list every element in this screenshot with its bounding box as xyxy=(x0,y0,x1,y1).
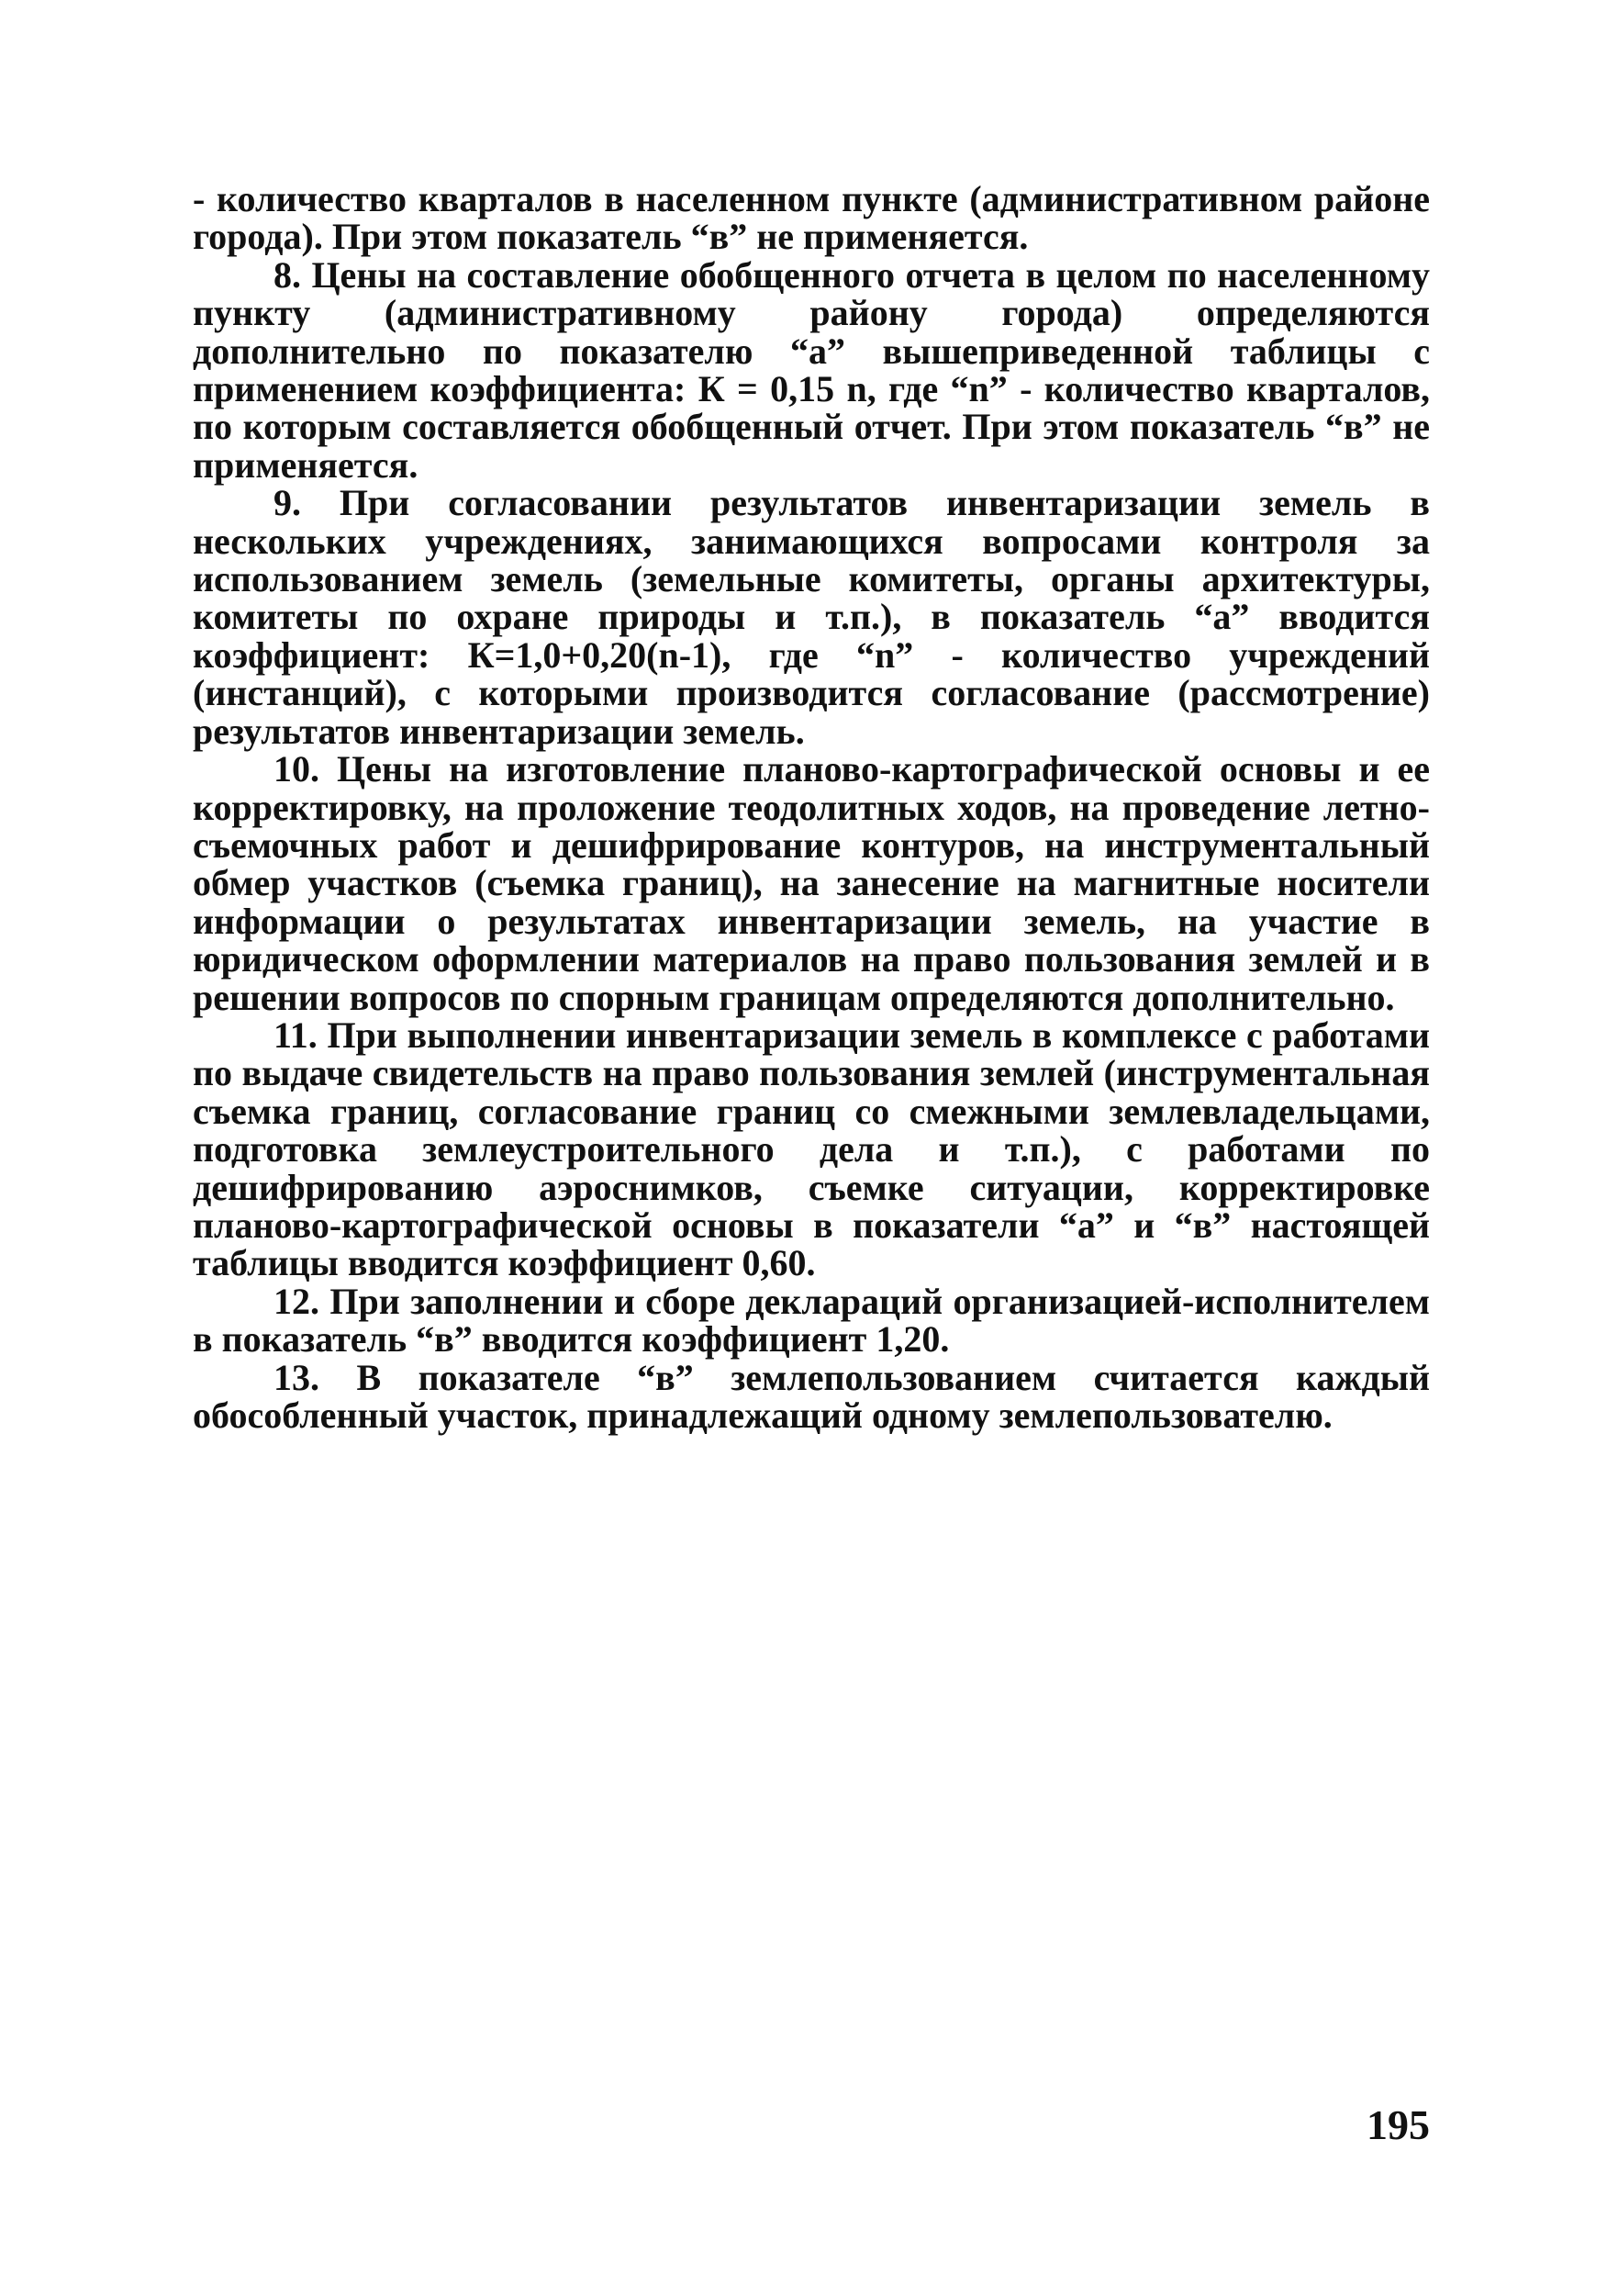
paragraph-item-8: 8. Цены на составление обобщенного отчета в целом по населенному пункту (административному району города) определяются дополнительно по показателю “а” вышеприведенной таблицы с применением коэффициента: К = 0,15 n, где “n” - количество кварталов, по которым составляется обобщенный отчет. При этом показатель “в” не применяется. xyxy=(193,253,1430,486)
paragraph-item-10: 10. Цены на изготовление планово-картографической основы и ее корректировку, на проложение теодолитных ходов, на проведение летно-съемочных работ и дешифрирование контуров, на инструментальный обмер участков (съемка границ), на занесение на магнитные носители информации о результатах инвентаризации земель, на участие в юридическом оформлении материалов на право пользования землей и в решении вопросов по спорным границам определяются дополнительно. xyxy=(193,748,1430,1018)
paragraph-item-11: 11. При выполнении инвентаризации земель в комплексе с работами по выдаче свидетельств на право пользования землей (инструментальная съемка границ, согласование границ со смежными землевладельцами, подготовка землеустроительного дела и т.п.), с работами по дешифрированию аэроснимков, съемке ситуации, корректировке планово-картографической основы в показатели “а” и “в” настоящей таблицы вводится коэффициент 0,60. xyxy=(193,1014,1430,1284)
paragraph-item-13: 13. В показателе “в” землепользованием считается каждый обособленный участок, принадлежащий одному землепользователю. xyxy=(193,1356,1430,1436)
paragraph-item-12: 12. При заполнении и сборе деклараций организацией-исполнителем в показатель “в” вводится коэффициент 1,20. xyxy=(193,1280,1430,1361)
page-number: 195 xyxy=(1367,2101,1430,2148)
paragraph-continuation: - количество кварталов в населенном пункте (административном районе города). При этом показатель “в” не применяется. xyxy=(193,178,1430,258)
body-text xyxy=(193,180,1430,1434)
paragraph-item-9: 9. При согласовании результатов инвентаризации земель в нескольких учреждениях, занимающихся вопросами контроля за использованием земель (земельные комитеты, органы архитектуры, комитеты по охране природы и т.п.), в показатель “а” вводится коэффициент: К=1,0+0,20(n-1), где “n” - количество учреждений (инстанций), с которыми производится согласование (рассмотрение) результатов инвентаризации земель. xyxy=(193,482,1430,752)
